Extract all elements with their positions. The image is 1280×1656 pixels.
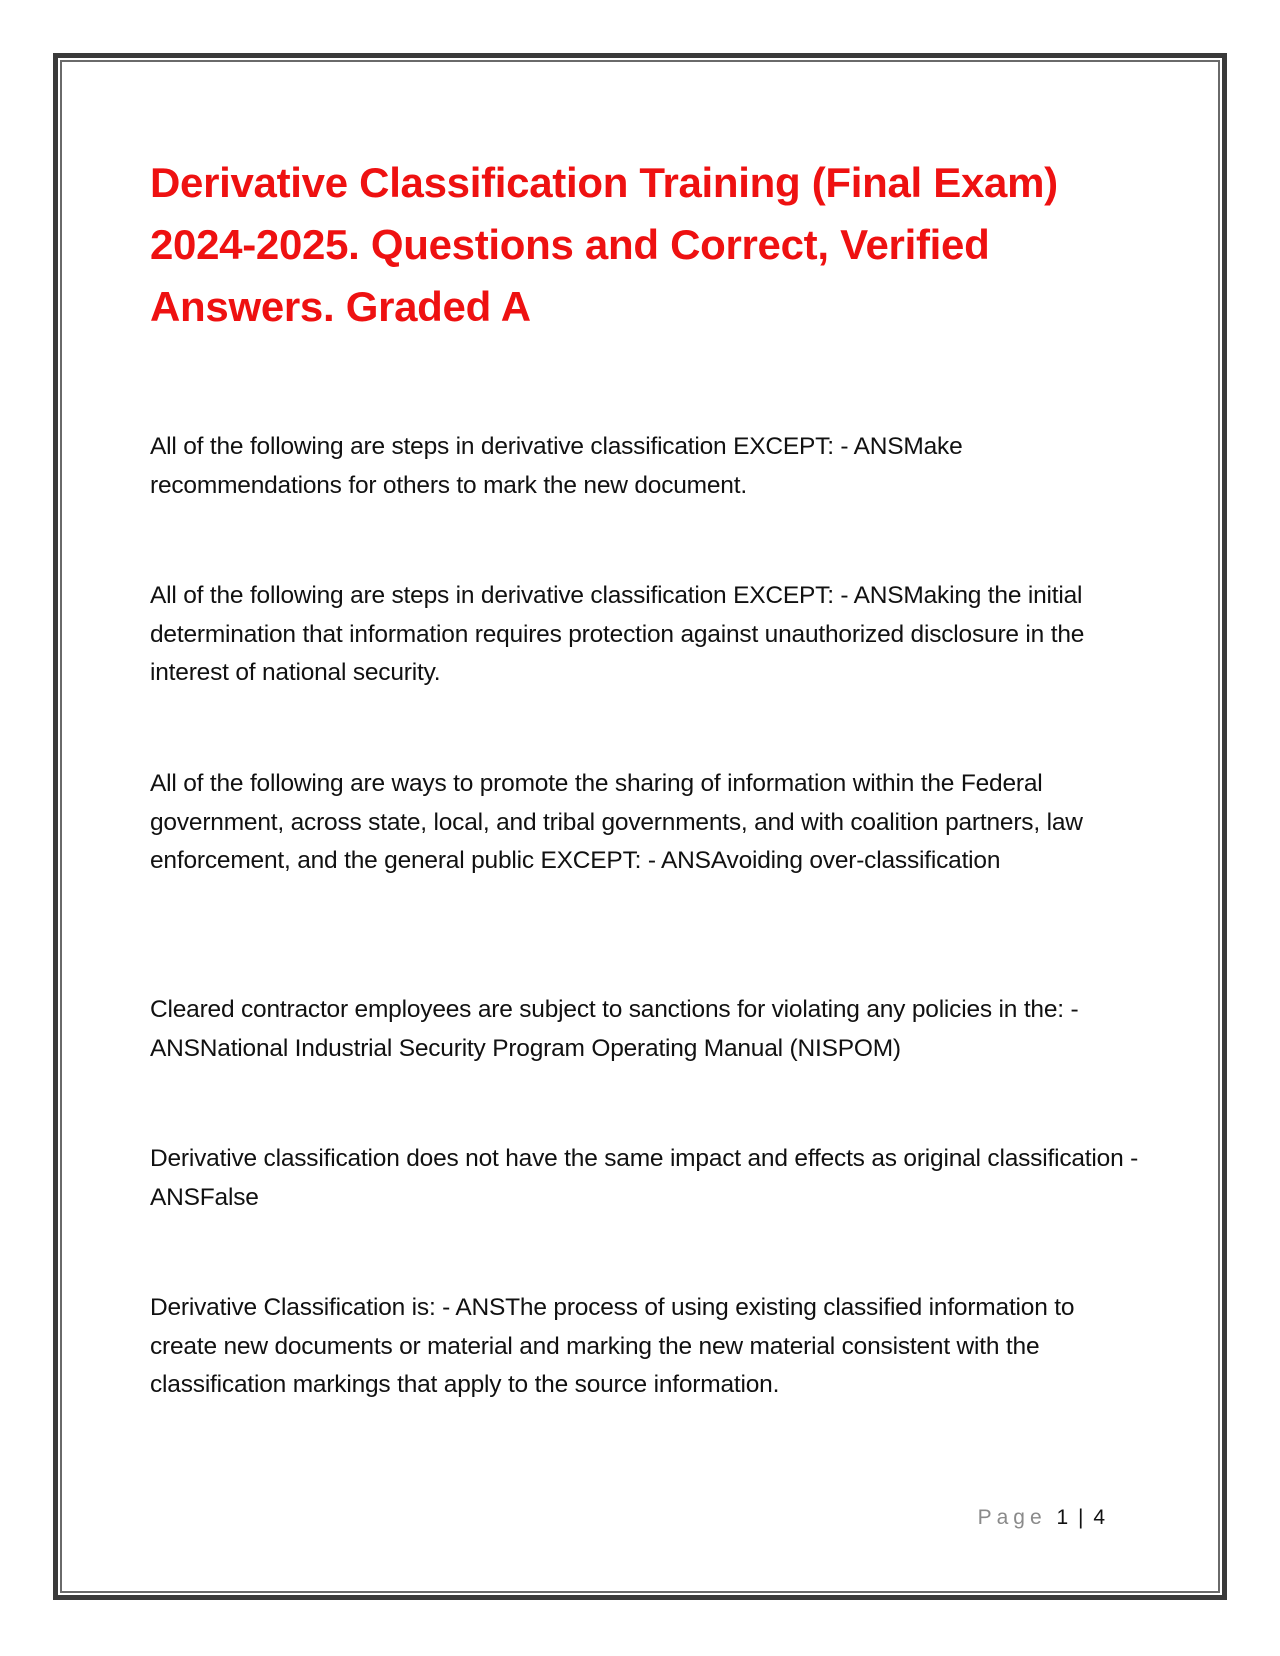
question-answer-1: All of the following are steps in derivative classification EXCEPT: - ANSMake recommendations for others to mark the new document. xyxy=(150,433,963,499)
current-page-number: 1 xyxy=(1056,1506,1069,1529)
page-separator: | xyxy=(1078,1506,1084,1529)
question-answer-6: Derivative Classification is: - ANSThe process of using existing classified information to create new documents or material and marking the new material consistent with the classification markings that apply to the source information. xyxy=(150,1294,1075,1398)
question-answer-5: Derivative classification does not have the same impact and effects as original classification - ANSFalse xyxy=(150,1145,1139,1211)
total-pages-number: 4 xyxy=(1093,1506,1105,1529)
document-title: Derivative Classification Training (Final Exam) 2024-2025. Questions and Correct, Verified Answers. Graded A xyxy=(150,159,1058,330)
question-answer-2: All of the following are steps in derivative classification EXCEPT: - ANSMaking the initial determination that information requires protection against unauthorized disclosure in the interest of national security. xyxy=(150,582,1085,686)
page-footer xyxy=(978,1506,1105,1530)
question-answer-4: Cleared contractor employees are subject to sanctions for violating any policies in the: - ANSNational Industrial Security Program Operating Manual (NISPOM) xyxy=(150,996,1079,1062)
page-label: Page xyxy=(977,1506,1047,1529)
question-answer-3: All of the following are ways to promote the sharing of information within the Federal government, across state, local, and tribal governments, and with coalition partners, law enforcement, and the general public EXCEPT: - ANSAvoiding over-classification xyxy=(150,770,1083,874)
